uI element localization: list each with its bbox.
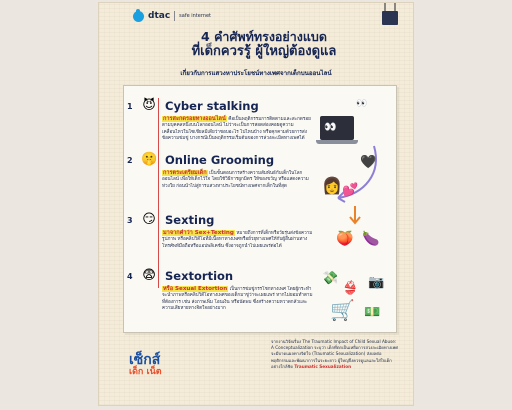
eyes-icon: 👀 — [324, 122, 337, 133]
camera-icon: 📷 — [368, 275, 385, 290]
fearful-emoji-icon: 😨 — [142, 268, 156, 283]
money-icon: 💸 — [322, 271, 339, 286]
page-subtitle: เกี่ยวกับการแสวงหาประโยชน์ทางเพศจากเด็กบนออนไลน์ — [180, 70, 332, 77]
item-text: หมายถึงการที่เด็กหรือวัยรุ่นส่งข้อความ รูปภาพ หรือคลิปวิดีโอที่มีเนื้อหาทางเพศหรือยั่วยุทางเพศให้กับผู้อื่นผ่านทางโทรศัพท์มือถือหรือแอปพลิเคชัน ซึ่งอาจถูกนำไปเผยแพร่ต่อได้ — [162, 231, 313, 249]
smirk-emoji-icon: 😏 — [142, 212, 156, 227]
dtac-logo-icon — [133, 11, 144, 22]
brand-name: dtac — [148, 11, 171, 21]
item-heading: Sexting — [165, 213, 215, 227]
item-number: 4 — [127, 272, 133, 281]
binder-clip-icon — [381, 2, 399, 27]
money-icon: 💵 — [364, 305, 381, 320]
item-number: 2 — [127, 156, 133, 165]
item-body — [162, 116, 314, 143]
lock-icon: 🖤 — [360, 155, 377, 170]
item-body — [162, 230, 314, 250]
footer-logo-line-2: เด็ก เน็ต — [129, 367, 162, 377]
heart-phone-icon: 💕 — [342, 183, 359, 198]
item-number: 1 — [127, 102, 133, 111]
laptop-icon — [320, 116, 354, 140]
page-title — [159, 29, 369, 60]
footer-logo-line-1: เซ็กส์ — [129, 352, 161, 368]
brand — [133, 9, 211, 23]
devil-emoji-icon: 😈 — [142, 98, 156, 113]
item-text: เป็นขั้นตอนการสร้างความสัมพันธ์กับเด็กในโลกออนไลน์ เพื่อให้เด็กไว้ใจ โดยใช้วิธีการผูกมิตร ให้ของขวัญ หรือแสดงความห่วงใย ก่อนนำไปสู่การแสวงหาประโยชน์ทางเพศจากเด็กในที่สุด — [162, 171, 309, 189]
brand-safe-internet: safe internet — [179, 12, 212, 19]
item-body — [162, 286, 314, 313]
bikini-icon: 👙 — [342, 281, 359, 296]
poster — [98, 2, 414, 406]
footer-note-text: จากงานวิจัยเรื่อง The Traumatic Impact of Child Sexual Abuse: A Conceptualization ระบุว่า เด็กที่ตกเป็นเหยื่อการล่วงละเมิดทางเพศจะมีบาดแผลทางจิตใจ (Traumatic Sexualization) ส่งผลต่อพฤติกรรมและพัฒนาการในระยะยาว ผู้ใหญ่จึงควรดูแลและใส่ใจเด็กอย่างใกล้ชิด — [271, 339, 399, 369]
item-heading: Sextortion — [165, 269, 234, 283]
footer-note — [271, 339, 399, 370]
item-heading: Online Grooming — [165, 153, 275, 167]
margin-line — [158, 98, 159, 288]
item-highlight: การตระเตรียมเด็ก — [163, 170, 207, 176]
eggplant-icon: 🍆 — [362, 231, 380, 247]
eyes-icon: 👀 — [356, 99, 368, 109]
shopping-cart-icon: 🛒 — [330, 298, 355, 322]
item-highlight: การสะกดรอยทางออนไลน์ — [163, 116, 226, 122]
item-body — [162, 170, 314, 190]
peach-icon: 🍑 — [336, 231, 354, 247]
shush-emoji-icon: 🤫 — [141, 152, 158, 167]
item-heading: Cyber stalking — [165, 99, 259, 113]
content-panel — [123, 85, 397, 333]
woman-emoji-icon: 👩 — [322, 176, 342, 195]
item-text: คือเป็นพฤติกรรมการติดตามและสะกดรอยตามบุคคลหนึ่งบนโลกออนไลน์ ไม่ว่าจะเป็นการสอดส่องคอยดูความเคลื่อนไหวในโซเชียลมีเดียว่าชอบอะไร ไปไหนบ้าง หรือคุกคามด้วยการส่งข้อความข่มขู่ บางกรณีเป็นพฤติกรรมเริ่มต้นของการล่วงละเมิดทางเพศได้ — [162, 117, 311, 142]
item-highlight: มาจากคำว่า Sex+Texting — [163, 230, 234, 236]
item-highlight: หรือ Sexual Extortion — [163, 286, 228, 292]
footer-logo — [129, 353, 199, 378]
brand-separator — [174, 11, 175, 21]
title-line-2: ที่เด็กควรรู้ ผู้ใหญ่ต้องดูแล — [191, 44, 337, 59]
footer-emphasis: Traumatic Sexualization — [294, 363, 352, 369]
title-line-1: 4 คำศัพท์ทรงอย่างแบด — [201, 29, 327, 44]
item-text: เป็นการข่มขู่กรรโชกทางเพศ โดยผู้กระทำจะนำภาพหรือคลิปวิดีโอทางเพศของเด็กมาขู่ว่าจะเผยแพร่ หากไม่ยอมทำตามที่ต้องการ เช่น ส่งภาพเพิ่ม โอนเงิน หรือนัดพบ ซึ่งสร้างความหวาดกลัวและความเสียหายทางจิตใจอย่างมาก — [162, 287, 313, 312]
item-number: 3 — [127, 216, 133, 225]
down-arrow-icon — [348, 206, 362, 226]
